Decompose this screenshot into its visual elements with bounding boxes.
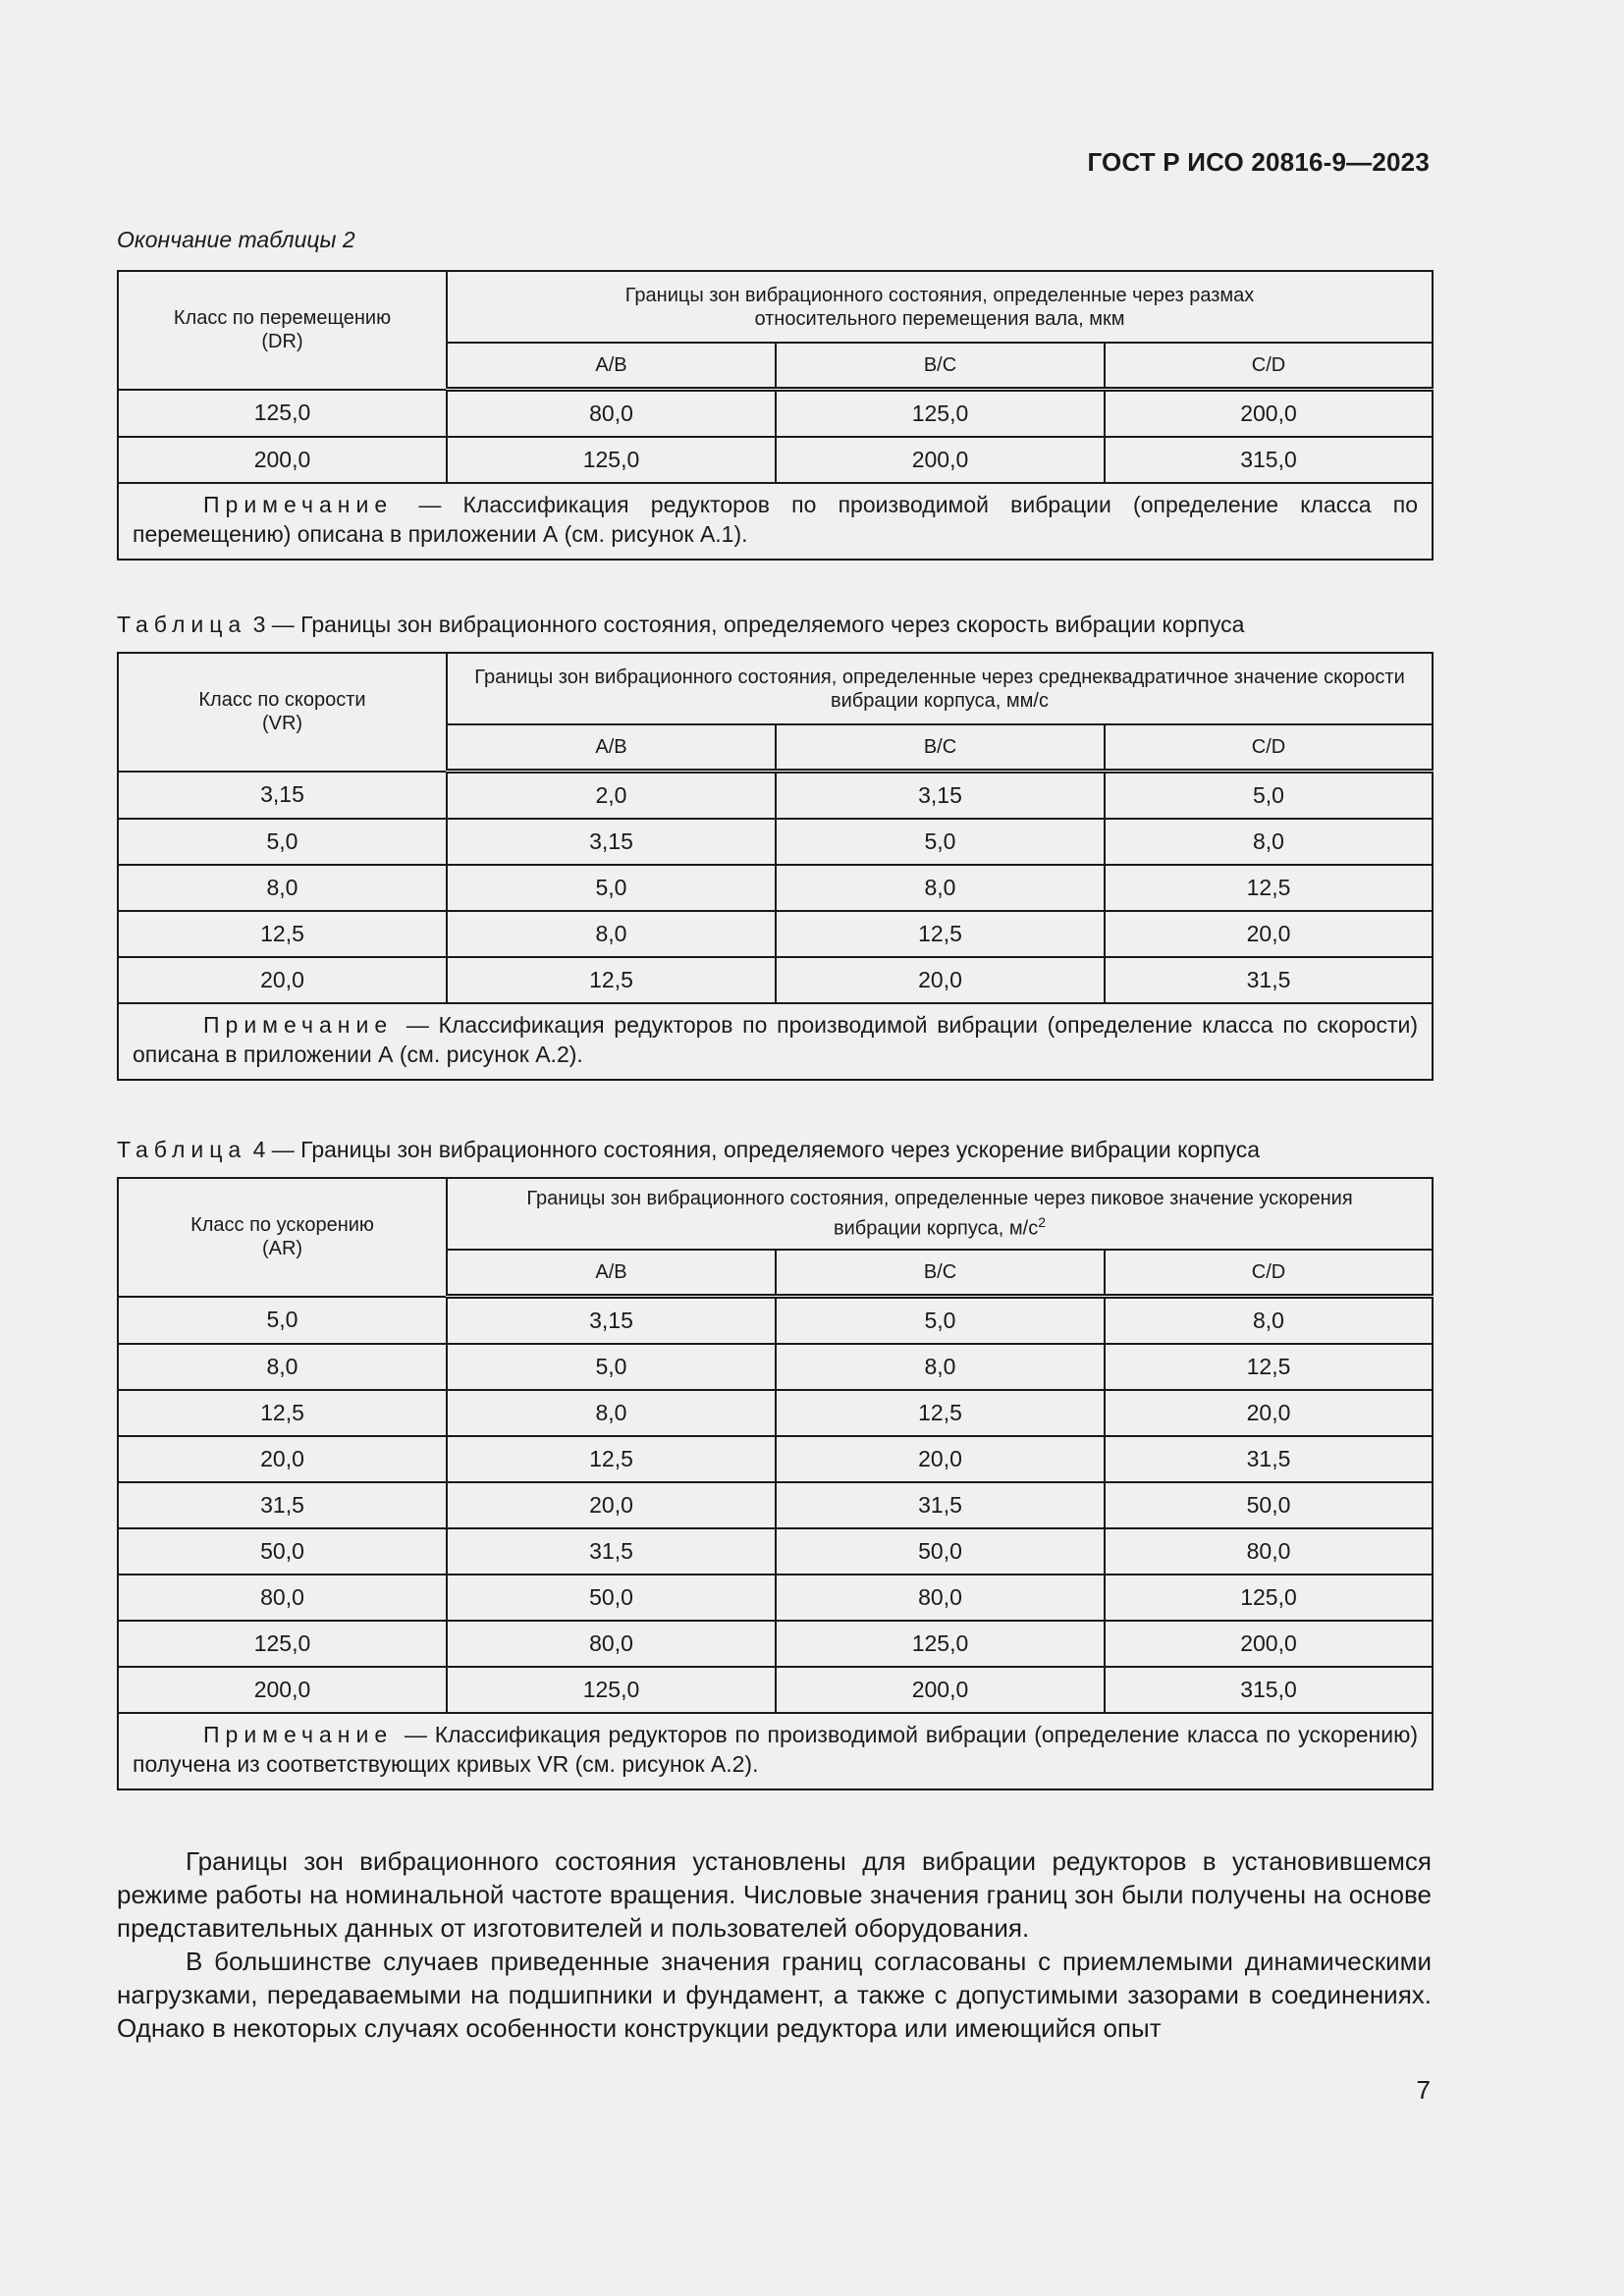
col-bc: B/C (776, 343, 1105, 390)
table-2 (117, 270, 1434, 561)
note-text: — Классификация редукторов по производимой вибрации (определение класса по скорости) описана в приложении А (см. рисунок А.2). (133, 1012, 1418, 1067)
caption-label: Таблица (117, 1137, 247, 1162)
cell: 125,0 (118, 390, 447, 438)
cell: 8,0 (118, 1344, 447, 1390)
cell: 125,0 (447, 437, 776, 483)
table-row (118, 1621, 1433, 1667)
table-row (118, 1575, 1433, 1621)
cell: 125,0 (1105, 1575, 1433, 1621)
cell: 5,0 (447, 1344, 776, 1390)
cell: 3,15 (447, 819, 776, 865)
cell: 12,5 (118, 1390, 447, 1436)
cell: 31,5 (118, 1482, 447, 1528)
cell: 8,0 (1105, 819, 1433, 865)
table-row (118, 1390, 1433, 1436)
group-header (447, 1178, 1433, 1250)
caption-label: Таблица (117, 612, 247, 637)
cell: 12,5 (776, 1390, 1105, 1436)
table-3 (117, 652, 1434, 1081)
cell: 20,0 (776, 957, 1105, 1003)
cell: 12,5 (447, 1436, 776, 1482)
cell: 12,5 (1105, 1344, 1433, 1390)
note-label: Примечание (203, 492, 394, 517)
cell: 125,0 (776, 1621, 1105, 1667)
table-row (118, 865, 1433, 911)
cell: 31,5 (776, 1482, 1105, 1528)
table-row (118, 911, 1433, 957)
cell: 315,0 (1105, 437, 1433, 483)
col-ab: A/B (447, 343, 776, 390)
class-header: Класс по скорости (VR) (118, 653, 447, 772)
table-row (118, 390, 1433, 438)
cell: 50,0 (776, 1528, 1105, 1575)
cell: 50,0 (447, 1575, 776, 1621)
cell: 12,5 (118, 911, 447, 957)
caption-text: 3 — Границы зон вибрационного состояния, определяемого через скорость вибрации корпуса (246, 612, 1245, 637)
cell: 125,0 (118, 1621, 447, 1667)
cell: 5,0 (776, 1297, 1105, 1345)
cell: 5,0 (118, 1297, 447, 1345)
document-id: ГОСТ Р ИСО 20816-9—2023 (1087, 147, 1430, 177)
cell: 200,0 (118, 1667, 447, 1713)
group-header-text: Границы зон вибрационного состояния, определенные через пиковое значение ускорения вибрации корпуса, м/с (526, 1188, 1353, 1240)
cell: 80,0 (447, 1621, 776, 1667)
cell: 20,0 (118, 957, 447, 1003)
class-header: Класс по ускорению (AR) (118, 1178, 447, 1297)
note-text: — Классификация редукторов по производимой вибрации (определение класса по перемещению) описана в приложении А (см. рисунок А.1). (133, 492, 1418, 547)
cell: 200,0 (776, 1667, 1105, 1713)
cell: 31,5 (1105, 957, 1433, 1003)
cell: 315,0 (1105, 1667, 1433, 1713)
cell: 3,15 (118, 772, 447, 820)
cell: 31,5 (447, 1528, 776, 1575)
cell: 125,0 (776, 390, 1105, 438)
paragraph: Границы зон вибрационного состояния установлены для вибрации редукторов в установившемся режиме работы на номинальной частоте вращения. Числовые значения границ зон были получены на основе представительных данных от изготовителей и пользователей оборудования. (117, 1846, 1432, 1943)
page-number: 7 (1416, 2075, 1431, 2105)
note-label: Примечание (203, 1722, 394, 1747)
group-header: Границы зон вибрационного состояния, определенные через размах относительного перемещения вала, мкм (447, 271, 1433, 343)
cell: 8,0 (776, 865, 1105, 911)
cell: 8,0 (776, 1344, 1105, 1390)
cell: 5,0 (118, 819, 447, 865)
caption-text: 4 — Границы зон вибрационного состояния, определяемого через ускорение вибрации корпуса (246, 1137, 1260, 1162)
table-row (118, 437, 1433, 483)
cell: 80,0 (118, 1575, 447, 1621)
cell: 5,0 (447, 865, 776, 911)
table-row (118, 772, 1433, 820)
body-text (117, 1844, 1432, 2045)
cell: 8,0 (447, 1390, 776, 1436)
table-row (118, 819, 1433, 865)
cell: 20,0 (1105, 911, 1433, 957)
cell: 2,0 (447, 772, 776, 820)
note-text: — Классификация редукторов по производимой вибрации (определение класса по ускорению) получена из соответствующих кривых VR (см. рисунок А.2). (133, 1722, 1418, 1777)
table-4 (117, 1177, 1434, 1790)
table-row (118, 1528, 1433, 1575)
cell: 5,0 (1105, 772, 1433, 820)
group-header: Границы зон вибрационного состояния, определенные через среднеквадратичное значение скорости вибрации корпуса, мм/с (447, 653, 1433, 724)
note-label: Примечание (203, 1012, 394, 1038)
cell: 3,15 (447, 1297, 776, 1345)
cell: 12,5 (447, 957, 776, 1003)
cell: 20,0 (447, 1482, 776, 1528)
superscript: 2 (1038, 1214, 1047, 1231)
paragraph: В большинстве случаев приведенные значения границ согласованы с приемлемыми динамическими нагрузками, передаваемыми на подшипники и фундамент, а также с допустимыми зазорами в соединениях. Однако в некоторых случаях особенности конструкции редуктора или имеющийся опыт (117, 1947, 1432, 2043)
table-row (118, 1344, 1433, 1390)
col-ab: A/B (447, 1250, 776, 1297)
table-row (118, 1297, 1433, 1345)
cell: 12,5 (776, 911, 1105, 957)
table-row (118, 957, 1433, 1003)
col-cd: C/D (1105, 1250, 1433, 1297)
table-row (118, 1436, 1433, 1482)
cell: 200,0 (118, 437, 447, 483)
cell: 8,0 (118, 865, 447, 911)
cell: 125,0 (447, 1667, 776, 1713)
col-ab: A/B (447, 724, 776, 772)
cell: 200,0 (1105, 1621, 1433, 1667)
cell: 80,0 (776, 1575, 1105, 1621)
table-row (118, 1667, 1433, 1713)
cell: 200,0 (776, 437, 1105, 483)
col-cd: C/D (1105, 724, 1433, 772)
table4-caption (117, 1137, 1260, 1163)
col-bc: B/C (776, 724, 1105, 772)
cell: 8,0 (1105, 1297, 1433, 1345)
cell: 3,15 (776, 772, 1105, 820)
cell: 80,0 (1105, 1528, 1433, 1575)
cell: 5,0 (776, 819, 1105, 865)
cell: 20,0 (118, 1436, 447, 1482)
cell: 50,0 (118, 1528, 447, 1575)
col-bc: B/C (776, 1250, 1105, 1297)
cell: 20,0 (1105, 1390, 1433, 1436)
table-note (118, 1003, 1433, 1080)
table-note (118, 483, 1433, 560)
cell: 200,0 (1105, 390, 1433, 438)
cell: 50,0 (1105, 1482, 1433, 1528)
col-cd: C/D (1105, 343, 1433, 390)
table-note (118, 1713, 1433, 1789)
cell: 12,5 (1105, 865, 1433, 911)
table-row (118, 1482, 1433, 1528)
class-header: Класс по перемещению (DR) (118, 271, 447, 390)
cell: 31,5 (1105, 1436, 1433, 1482)
table2-caption: Окончание таблицы 2 (117, 227, 355, 252)
cell: 8,0 (447, 911, 776, 957)
table3-caption (117, 612, 1244, 638)
cell: 20,0 (776, 1436, 1105, 1482)
cell: 80,0 (447, 390, 776, 438)
